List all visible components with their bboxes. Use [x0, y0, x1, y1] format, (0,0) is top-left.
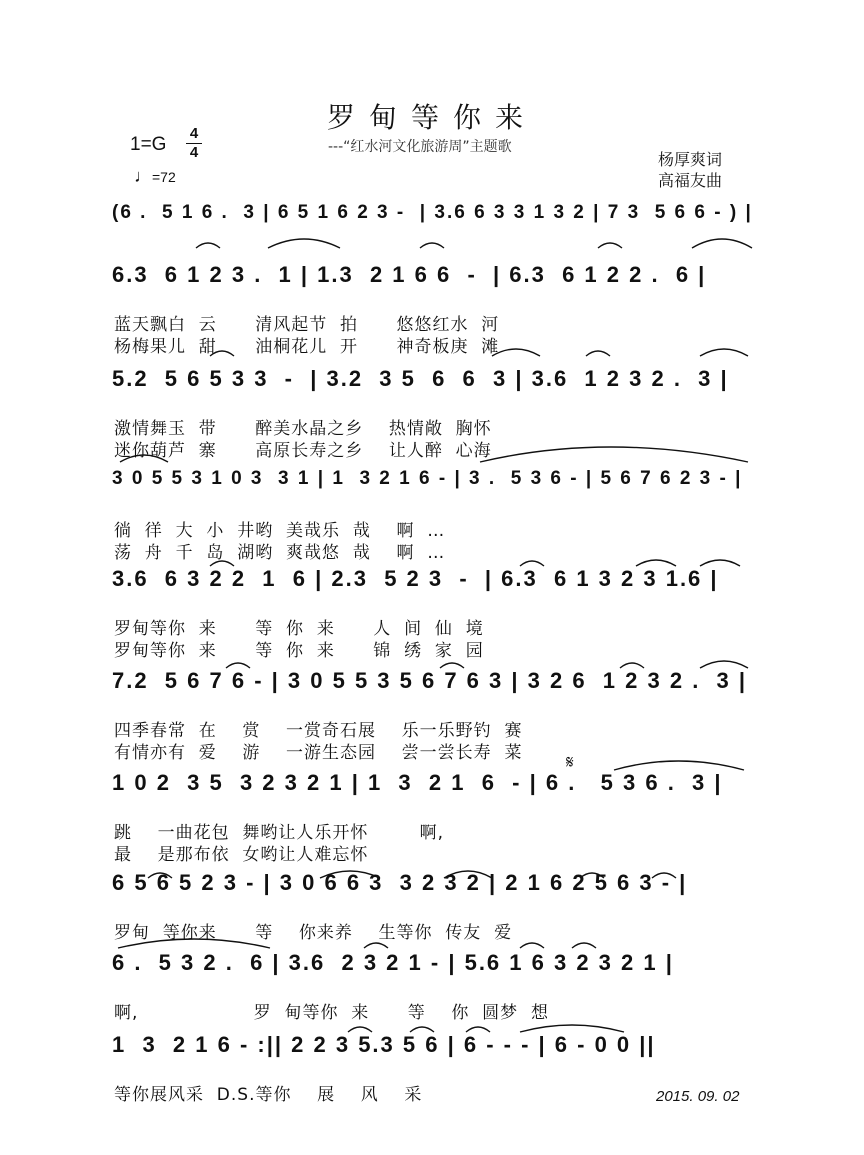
notation-row: (6 . 5 1 6 . 3 | 6 5 1 6 2 3 - | 3.6 6 3 3 1 3 2 | 7 3 5 6 6 - ) |: [112, 202, 753, 223]
segno-icon: 𝄋: [566, 752, 574, 773]
lyric-line: 四季春常 在 赏 一赏奇石展 乐一乐野钓 赛: [114, 721, 523, 741]
lyric-line: 迷你葫芦 寨 高原长寿之乡 让人醉 心海: [114, 441, 492, 461]
notation-row: 6 5 6 5 2 3 - | 3 0 6 6 3 3 2 3 2 | 2 1 6 2 5 6 3 - |: [112, 870, 688, 895]
meter-top: 4: [189, 125, 199, 142]
composer-credit: 高福友曲: [658, 171, 723, 190]
meter-bottom: 4: [189, 144, 199, 161]
quarter-note-icon: ♩: [134, 166, 152, 186]
lyric-line: 跳 一曲花包 舞哟让人乐开怀 啊,: [114, 823, 445, 843]
tempo-marking: [134, 166, 176, 187]
lyric-line: 罗甸等你 来 等 你 来 锦 绣 家 园: [114, 641, 484, 661]
lyric-line: 罗甸等你 来 等 你 来 人 间 仙 境: [114, 619, 484, 639]
notation-row: 5.2 5 6 5 3 3 - | 3.2 3 5 6 6 3 | 3.6 1 2 3 2 . 3 |: [112, 366, 729, 391]
lyricist-credit: 杨厚爽词: [658, 150, 723, 169]
song-subtitle: ---“红水河文化旅游周”主题歌: [328, 139, 512, 155]
lyric-line: 徜 徉 大 小 井哟 美哉乐 哉 啊 …: [114, 521, 446, 541]
song-title: 罗甸等你来: [326, 101, 537, 134]
lyric-line: 最 是那布依 女哟让人难忘怀: [114, 845, 369, 865]
lyric-line: 等你展风采 D.S.等你 展 风 采: [114, 1085, 423, 1105]
lyric-line: 杨梅果儿 甜 油桐花儿 开 神奇板庚 滩: [114, 337, 500, 357]
notation-row: 3 0 5 5 3 1 0 3 3 1 | 1 3 2 1 6 - | 3 . 5 3 6 - | 5 6 7 6 2 3 - |: [112, 468, 743, 489]
lyric-line: 激情舞玉 带 醉美水晶之乡 热情敞 胸怀: [114, 419, 492, 439]
notation-row: 6 . 5 3 2 . 6 | 3.6 2 3 2 1 - | 5.6 1 6 3 2 3 2 1 |: [112, 950, 674, 975]
lyric-line: 蓝天飘白 云 清风起节 拍 悠悠红水 河: [114, 315, 500, 335]
lyric-line: 有情亦有 爱 游 一游生态园 尝一尝长寿 菜: [114, 743, 523, 763]
composition-date: 2015. 09. 02: [656, 1088, 740, 1105]
notation-row: 3.6 6 3 2 2 1 6 | 2.3 5 2 3 - | 6.3 6 1 3 2 3 1.6 |: [112, 566, 719, 591]
notation-row: 7.2 5 6 7 6 - | 3 0 5 5 3 5 6 7 6 3 | 3 2 6 1 2 3 2 . 3 |: [112, 668, 748, 693]
key-signature: 1=G: [130, 134, 167, 155]
lyric-line: 罗甸 等你来 等 你来养 生等你 传友 爱: [114, 923, 513, 943]
notation-row: 1 3 2 1 6 - :|| 2 2 3 5.3 5 6 | 6 - - - | 6 - 0 0 ||: [112, 1032, 656, 1057]
lyric-line: 荡 舟 千 岛 湖哟 爽哉悠 哉 啊 …: [114, 543, 446, 563]
lyric-line: 啊, 罗 甸等你 来 等 你 圆梦 想: [114, 1003, 549, 1023]
notation-row: 1 0 2 3 5 3 2 3 2 1 | 1 3 2 1 6 - | 6 . 5 3 6 . 3 |: [112, 770, 723, 795]
tempo-value: =72: [152, 169, 176, 185]
notation-row: 6.3 6 1 2 3 . 1 | 1.3 2 1 6 6 - | 6.3 6 1 2 2 . 6 |: [112, 262, 707, 287]
time-signature: [186, 126, 202, 161]
